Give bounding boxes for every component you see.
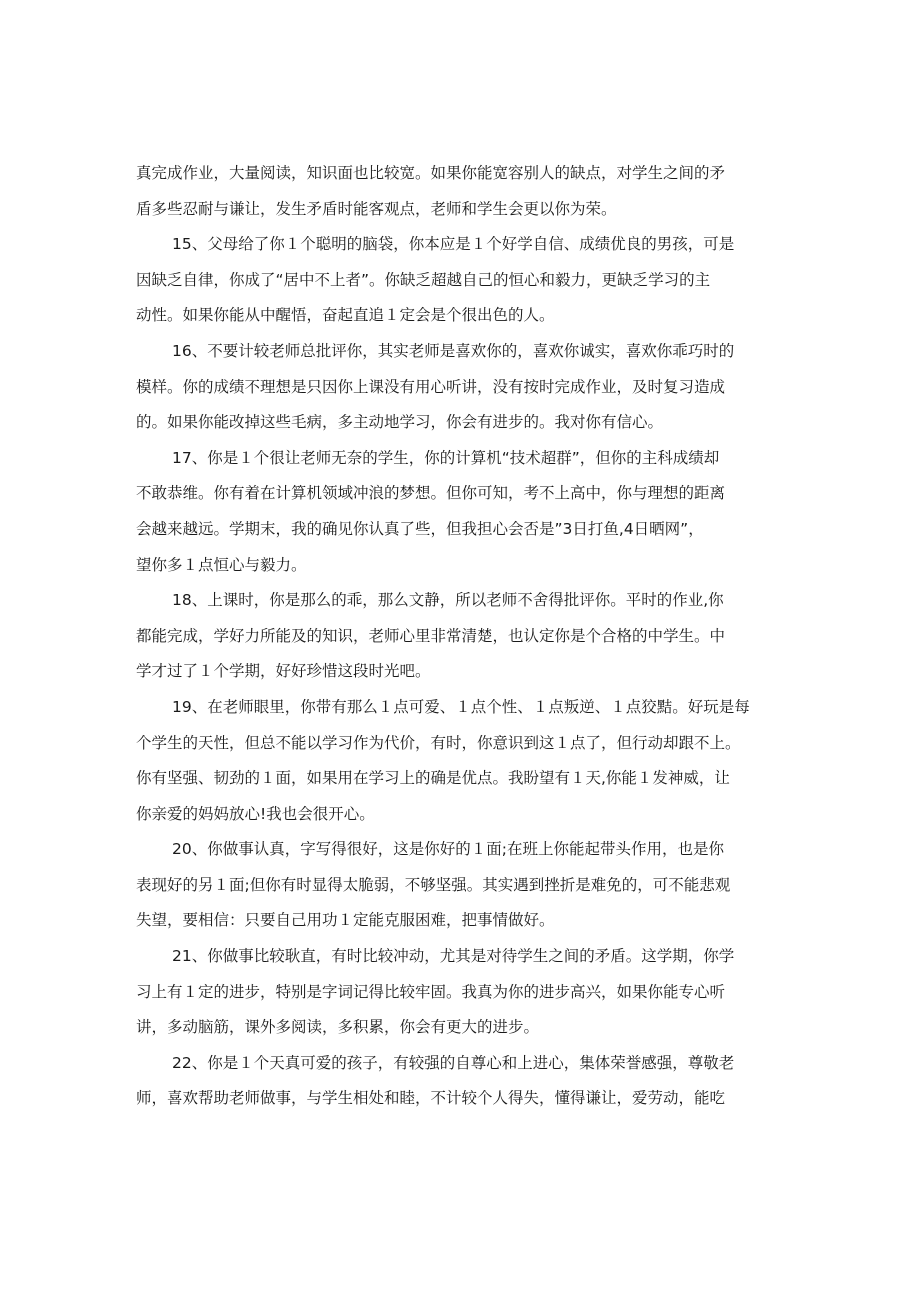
- text-line: 20、你做事认真，字写得很好，这是你好的１面;在班上你能起带头作用，也是你: [172, 840, 724, 859]
- paragraph-20: [136, 832, 790, 939]
- text-line: 22、你是１个天真可爱的孩子，有较强的自尊心和上进心，集体荣誉感强，尊敬老: [172, 1053, 735, 1072]
- paragraph-14-continued: [136, 156, 790, 227]
- paragraph-18: [136, 583, 790, 690]
- text-line: 会越来越远。学期末，我的确见你认真了些，但我担心会否是”3日打鱼,4日晒网”，: [136, 519, 704, 538]
- text-line: 21、你做事比较耿直，有时比较冲动，尤其是对待学生之间的矛盾。这学期，你学: [172, 947, 735, 966]
- paragraph-21: [136, 939, 790, 1046]
- document-body: [136, 156, 790, 1117]
- text-line: 不敢恭维。你有着在计算机领域冲浪的梦想。但你可知，考不上高中，你与理想的距离: [136, 484, 726, 503]
- text-line: 你亲爱的妈妈放心!我也会很开心。: [136, 804, 375, 823]
- text-line: 因缺乏自律，你成了“居中不上者”。你缺乏超越自己的恒心和毅力，更缺乏学习的主: [136, 270, 711, 289]
- text-line: 师，喜欢帮助老师做事，与学生相处和睦，不计较个人得失，懂得谦让，爱劳动，能吃: [136, 1089, 726, 1108]
- text-line: 真完成作业，大量阅读，知识面也比较宽。如果你能宽容别人的缺点，对学生之间的矛: [136, 164, 726, 182]
- text-line: 18、上课时，你是那么的乖，那么文静，所以老师不舍得批评你。平时的作业,你: [172, 591, 724, 610]
- text-line: 个学生的天性，但总不能以学习作为代价，有时，你意识到这１点了，但行动却跟不上。: [136, 733, 741, 752]
- text-line: 都能完成，学好力所能及的知识，老师心里非常清楚，也认定你是个合格的中学生。中: [136, 626, 726, 645]
- text-line: 学才过了１个学期，好好珍惜这段时光吧。: [136, 662, 431, 681]
- text-line: 16、不要计较老师总批评你，其实老师是喜欢你的，喜欢你诚实，喜欢你乖巧时的: [172, 341, 735, 360]
- text-line: 动性。如果你能从中醒悟，奋起直追１定会是个很出色的人。: [136, 306, 555, 325]
- text-line: 盾多些忍耐与谦让，发生矛盾时能客观点，老师和学生会更以你为荣。: [136, 199, 617, 218]
- text-line: 模样。你的成绩不理想是只因你上课没有用心听讲，没有按时完成作业，及时复习造成: [136, 377, 726, 396]
- text-line: 17、你是１个很让老师无奈的学生，你的计算机“技术超群”，但你的主科成绩却: [172, 448, 720, 467]
- text-line: 望你多１点恒心与毅力。: [136, 555, 307, 574]
- text-line: 讲，多动脑筋，课外多阅读，多积累，你会有更大的进步。: [136, 1018, 540, 1037]
- text-line: 表现好的另１面;但你有时显得太脆弱，不够坚强。其实遇到挫折是难免的，可不能悲观: [136, 875, 731, 894]
- text-line: 习上有１定的进步，特别是字词记得比较牢固。我真为你的进步高兴，如果你能专心听: [136, 982, 726, 1001]
- text-line: 的。如果你能改掉这些毛病，多主动地学习，你会有进步的。我对你有信心。: [136, 413, 664, 432]
- paragraph-19: [136, 690, 790, 832]
- text-line: 15、父母给了你１个聪明的脑袋，你本应是１个好学自信、成绩优良的男孩，可是: [172, 235, 735, 254]
- text-line: 你有坚强、韧劲的１面，如果用在学习上的确是优点。我盼望有１天,你能１发神威，让: [136, 769, 730, 788]
- paragraph-15: [136, 227, 790, 334]
- text-line: 失望，要相信：只要自己用功１定能克服困难，把事情做好。: [136, 911, 555, 930]
- paragraph-16: [136, 334, 790, 441]
- paragraph-22: [136, 1046, 790, 1117]
- text-line: 19、在老师眼里，你带有那么１点可爱、１点个性、１点叛逆、１点狡黠。好玩是每: [172, 697, 750, 716]
- paragraph-17: [136, 441, 790, 583]
